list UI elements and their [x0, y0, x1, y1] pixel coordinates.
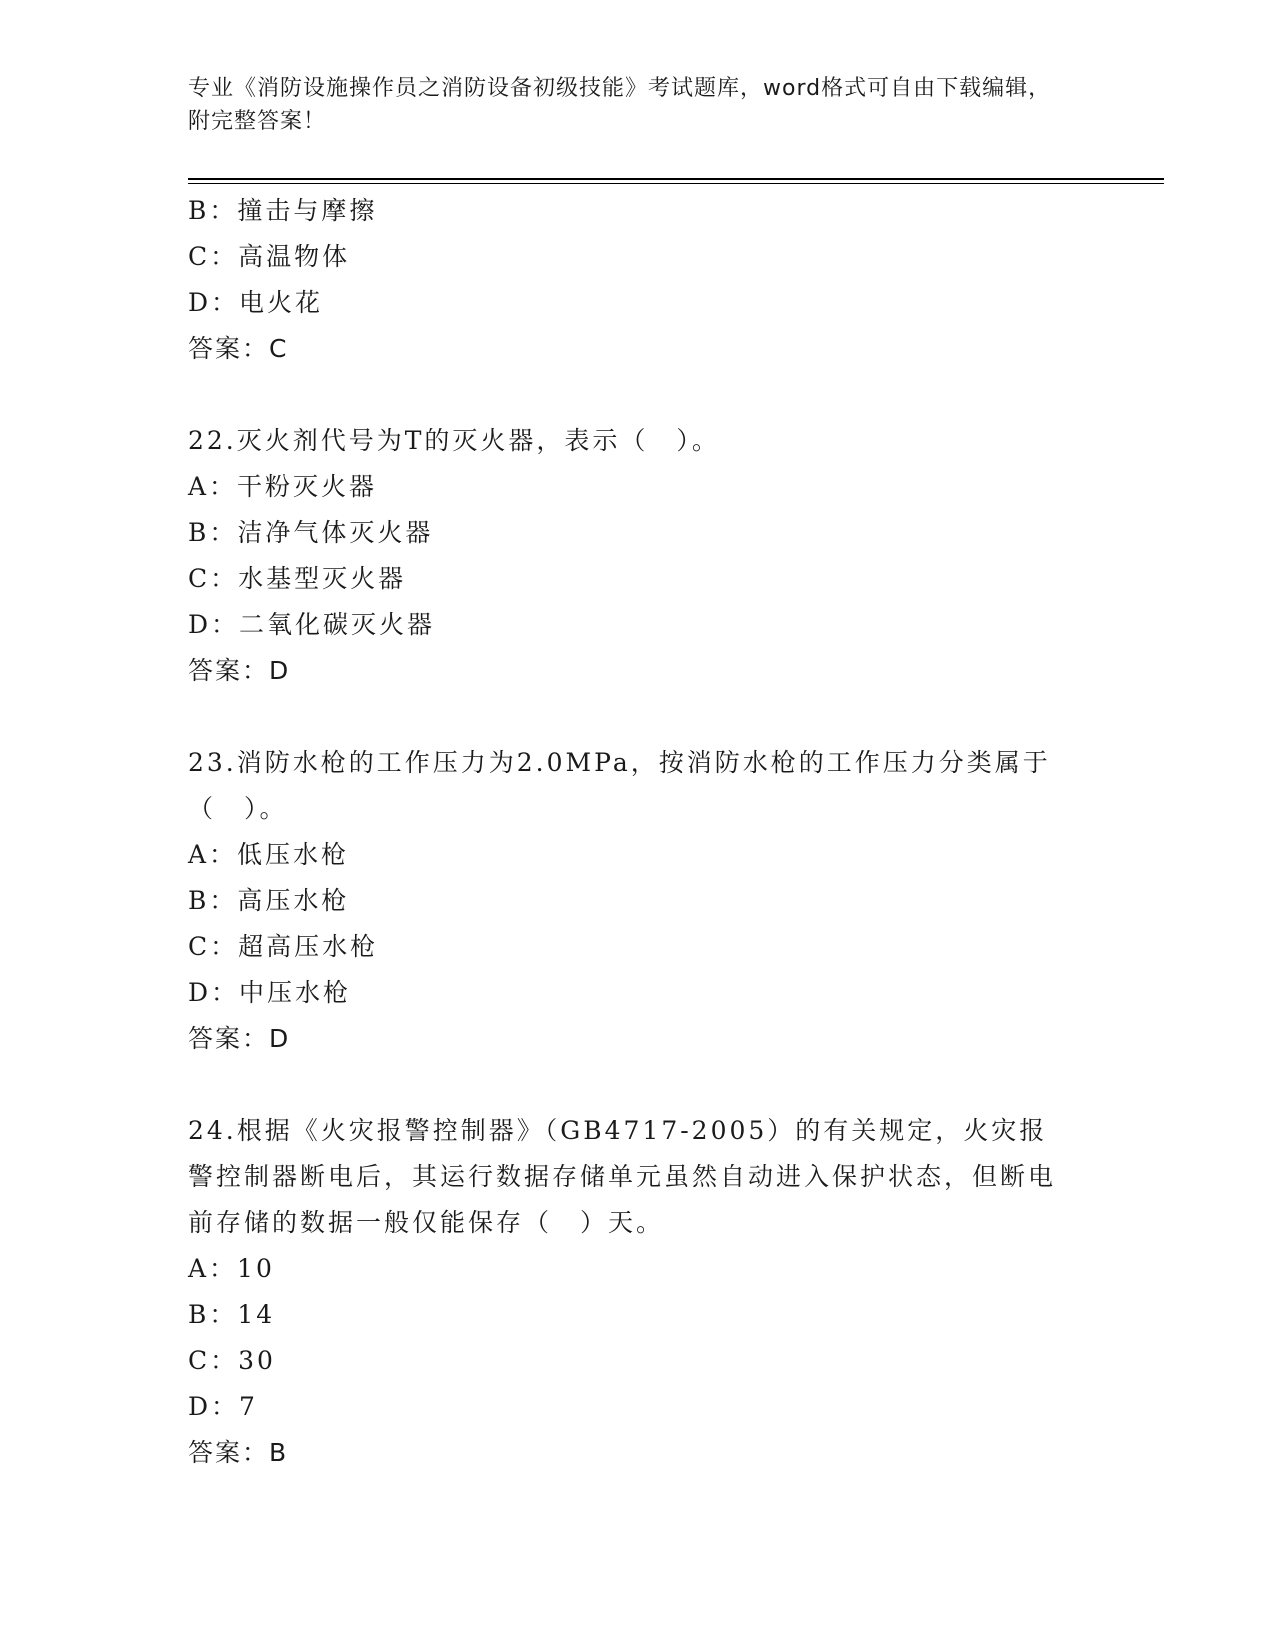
option-b: B：高压水枪 — [188, 886, 350, 915]
question-stem: 24.根据《火灾报警控制器》（GB4717-2005）的有关规定，火灾报警控制器断电后，其运行数据存储单元虽然自动进入保护状态，但断电前存储的数据一般仅能保存（ ）天。 — [188, 1116, 1057, 1237]
option-a: A：10 — [188, 1254, 275, 1283]
option-c: C：高温物体 — [188, 242, 351, 271]
question-block-23 — [188, 740, 1088, 1062]
document-header: 专业《消防设施操作员之消防设备初级技能》考试题库，word格式可自由下载编辑，附完整答案！ — [188, 76, 1052, 134]
question-stem: 22.灭火剂代号为T的灭火器，表示（ ）。 — [188, 426, 720, 455]
spacer — [188, 694, 1088, 740]
option-b: B：洁净气体灭火器 — [188, 518, 434, 547]
question-stem: 23.消防水枪的工作压力为2.0MPa，按消防水枪的工作压力分类属于（ ）。 — [188, 748, 1051, 823]
question-block-21 — [188, 188, 1088, 372]
option-a: A：干粉灭火器 — [188, 472, 378, 501]
option-b: B：撞击与摩擦 — [188, 196, 378, 225]
question-block-24 — [188, 1108, 1088, 1476]
spacer — [188, 1062, 1088, 1108]
option-c: C：超高压水枪 — [188, 932, 379, 961]
option-d: D：7 — [188, 1392, 258, 1421]
option-a: A：低压水枪 — [188, 840, 350, 869]
option-c: C：水基型灭火器 — [188, 564, 407, 593]
answer-line: 答案：C — [188, 334, 289, 363]
question-block-22 — [188, 418, 1088, 694]
option-c: C：30 — [188, 1346, 276, 1375]
answer-line: 答案：D — [188, 656, 291, 685]
option-d: D：电火花 — [188, 288, 324, 317]
option-d: D：二氧化碳灭火器 — [188, 610, 436, 639]
header-divider — [188, 178, 1164, 184]
option-d: D：中压水枪 — [188, 978, 352, 1007]
option-b: B：14 — [188, 1300, 276, 1329]
answer-line: 答案：B — [188, 1438, 289, 1467]
spacer — [188, 372, 1088, 418]
answer-line: 答案：D — [188, 1024, 291, 1053]
question-list — [188, 188, 1088, 1476]
